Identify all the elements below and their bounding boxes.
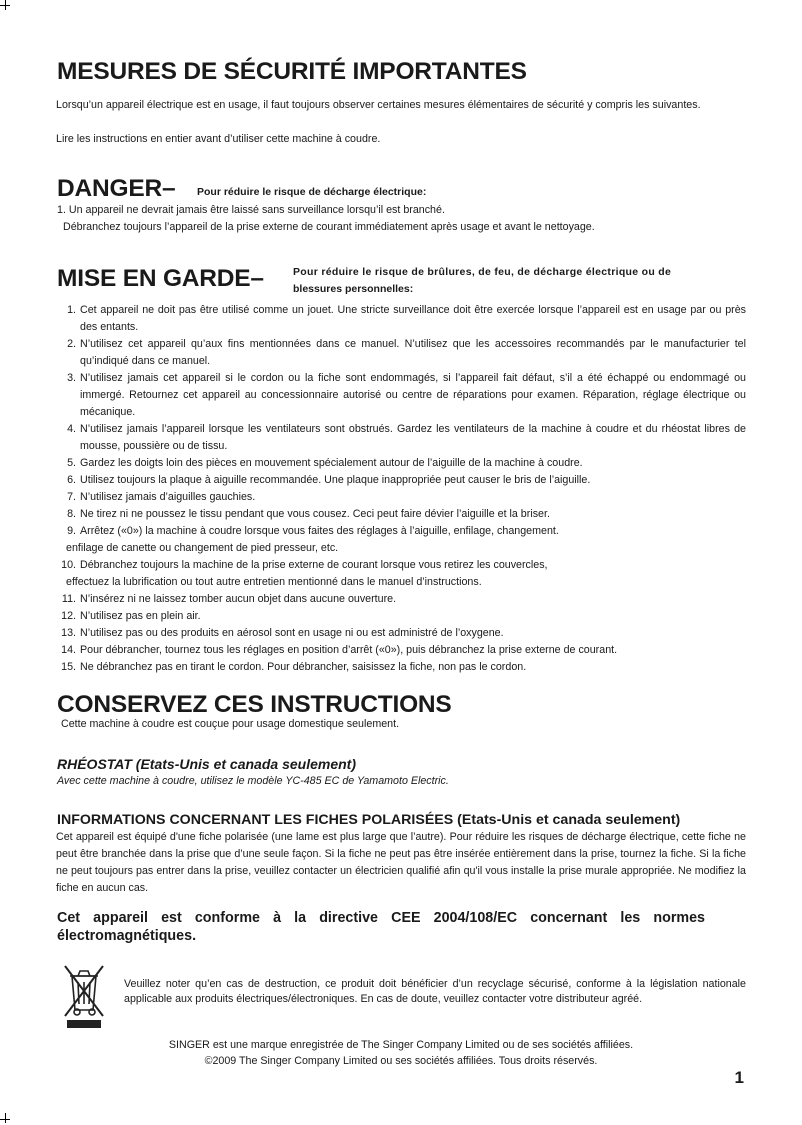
warning-list-item bbox=[56, 370, 746, 421]
crop-mark-bottom-left-v bbox=[5, 1113, 6, 1123]
warning-item-text: N’utilisez pas en plein air. bbox=[80, 610, 201, 622]
warning-item-number: 2. bbox=[67, 338, 76, 350]
danger-line-2: Débranchez toujours l’appareil de la prise externe de courant immédiatement après usage et avant le nettoyage. bbox=[63, 221, 595, 233]
warning-item-text: Débranchez toujours la machine de la prise externe de courant lorsque vous retirez les couvercles, bbox=[80, 559, 548, 571]
page-number: 1 bbox=[734, 1068, 744, 1087]
warning-list-item bbox=[56, 506, 746, 523]
warning-item-number: 14. bbox=[61, 644, 76, 656]
trademark-line: SINGER est une marque enregistrée de The Singer Company Limited ou de ses sociétés affiliées. bbox=[168, 1039, 634, 1051]
warning-item-number: 1. bbox=[67, 304, 76, 316]
warning-item-text: N’utilisez jamais cet appareil si le cordon ou la fiche sont endommagés, si l’appareil fait défaut, s’il a été échappé ou endommagé ou immergé. Retournez cet appareil au concessionnaire autorisé ou centre de réparations pour examen. Réparation, réglage électrique ou mécanique. bbox=[80, 372, 746, 418]
emc-conformity-statement: Cet appareil est conforme à la directive CEE 2004/108/EC concernant les normes électromagnétiques. bbox=[57, 910, 705, 944]
warning-item-text: N’utilisez jamais l’appareil lorsque les ventilateurs sont obstrués. Gardez les ventilateurs de la machine à coudre et du rhéostat libres de mousse, poussière ou de tissu. bbox=[80, 423, 746, 452]
danger-heading: DANGER– bbox=[57, 175, 176, 202]
warning-item-number: 7. bbox=[67, 491, 76, 503]
warning-item-number: 12. bbox=[61, 610, 76, 622]
warning-item-number: 11. bbox=[61, 593, 76, 605]
warning-item-number bbox=[42, 540, 66, 557]
warning-item-text: N’utilisez cet appareil qu’aux fins mentionnées dans ce manuel. N’utilisez que les accessoires recommandés par le manufacturier tel qu’indiqué dans ce manuel. bbox=[80, 338, 746, 367]
warning-item-text: effectuez la lubrification ou tout autre entretien mentionné dans le manuel d’instructions. bbox=[66, 576, 482, 588]
warning-item-text: Cet appareil ne doit pas être utilisé comme un jouet. Une stricte surveillance doit être exercée lorsque l’appareil est en usage par ou près des entants. bbox=[80, 304, 746, 333]
warning-list-item bbox=[56, 625, 746, 642]
warning-item-text: Pour débrancher, tournez tous les réglages en position d’arrêt («0»), puis débranchez la prise externe de courant. bbox=[80, 644, 618, 656]
warning-list-item bbox=[56, 608, 746, 625]
warning-list-item bbox=[56, 659, 746, 676]
warning-list-item bbox=[56, 472, 746, 489]
warning-item-text: N’utilisez pas ou des produits en aérosol sont en usage ni ou est administré de l’oxygene. bbox=[80, 627, 504, 639]
warning-item-number: 4. bbox=[67, 423, 76, 435]
crossed-out-wheelie-bin-icon bbox=[62, 962, 106, 1030]
keep-instructions-heading: CONSERVEZ CES INSTRUCTIONS bbox=[57, 691, 452, 718]
warning-item-text: Gardez les doigts loin des pièces en mouvement spécialement autour de l’aiguille de la machine à coudre. bbox=[80, 457, 583, 469]
warning-subtitle-line-1: Pour réduire le risque de brûlures, de feu, de décharge électrique ou de bbox=[293, 266, 672, 278]
warning-item-number: 8. bbox=[67, 508, 76, 520]
danger-line-1: 1. Un appareil ne devrait jamais être laissé sans surveillance lorsqu’il est branché. bbox=[57, 204, 445, 216]
warning-item-text: Arrêtez («0») la machine à coudre lorsque vous faites des réglages à l’aiguille, enfilage, changement. bbox=[80, 525, 559, 537]
warning-item-number: 9. bbox=[67, 525, 76, 537]
warning-list-item bbox=[56, 523, 746, 540]
warning-list-item bbox=[56, 591, 746, 608]
warning-item-number: 13. bbox=[61, 627, 76, 639]
warning-heading: MISE EN GARDE– bbox=[57, 265, 264, 292]
warning-list-item bbox=[42, 574, 746, 591]
warning-list bbox=[56, 302, 746, 676]
warning-list-item bbox=[56, 489, 746, 506]
warning-item-text: N’insérez ni ne laissez tomber aucun objet dans aucune ouverture. bbox=[80, 593, 397, 605]
warning-item-text: Ne débranchez pas en tirant le cordon. Pour débrancher, saisissez la fiche, non pas le cordon. bbox=[80, 661, 527, 673]
warning-item-number: 3. bbox=[67, 372, 76, 384]
warning-list-item bbox=[56, 421, 746, 455]
rheostat-text: Avec cette machine à coudre, utilisez le modèle YC-485 EC de Yamamoto Electric. bbox=[57, 775, 449, 787]
warning-item-text: N’utilisez jamais d’aiguilles gauchies. bbox=[80, 491, 256, 503]
intro-read-instructions: Lire les instructions en entier avant d’utiliser cette machine à coudre. bbox=[56, 133, 381, 145]
copyright-line: ©2009 The Singer Company Limited ou ses sociétés affiliées. Tous droits réservés. bbox=[204, 1055, 598, 1067]
crop-mark-top-left-v bbox=[5, 0, 6, 10]
danger-subtitle: Pour réduire le risque de décharge électrique: bbox=[197, 186, 427, 198]
warning-list-item bbox=[56, 336, 746, 370]
warning-list-item bbox=[56, 302, 746, 336]
warning-item-text: enfilage de canette ou changement de pied presseur, etc. bbox=[66, 542, 339, 554]
polarized-plug-text: Cet appareil est équipé d'une fiche polarisée (une lame est plus large que l’autre). Pour réduire les risques de décharge électrique, cette fiche ne peut être branchée dans la prise que d’une seule façon. Si la fiche ne peut pas être insérée entièrement dans la prise, tournez la fiche. Si la fiche ne peut toujours pas entrer dans la prise, veuillez contacter un électricien qualifié afin qu'il vous installe la prise murale appropriée. Ne modifiez la fiche en aucun cas. bbox=[56, 831, 746, 894]
warning-item-text: Utilisez toujours la plaque à aiguille recommandée. Une plaque inappropriée peut causer le bris de l’aiguille. bbox=[80, 474, 591, 486]
intro-paragraph: Lorsqu’un appareil électrique est en usage, il faut toujours observer certaines mesures élémentaires de sécurité y compris les suivantes. bbox=[56, 99, 701, 111]
weee-disposal-text: Veuillez noter qu’en cas de destruction, ce produit doit bénéficier d’un recyclage sécurisé, conforme à la législation nationale applicable aux produits électriques/électroniques. En cas de doute, veuillez contacter votre distributeur agréé. bbox=[124, 977, 746, 1006]
warning-item-number: 6. bbox=[67, 474, 76, 486]
warning-subtitle-line-2: blessures personnelles: bbox=[293, 283, 414, 295]
page-title: MESURES DE SÉCURITÉ IMPORTANTES bbox=[57, 58, 527, 85]
warning-item-text: Ne tirez ni ne poussez le tissu pendant que vous cousez. Ceci peut faire dévier l’aiguille et la briser. bbox=[80, 508, 550, 520]
warning-item-number: 10. bbox=[61, 559, 76, 571]
warning-list-item bbox=[56, 557, 746, 574]
warning-item-number: 5. bbox=[67, 457, 76, 469]
rheostat-title: RHÉOSTAT (Etats-Unis et canada seulement) bbox=[57, 756, 356, 772]
warning-item-number bbox=[42, 574, 66, 591]
domestic-use-note: Cette machine à coudre est couçue pour usage domestique seulement. bbox=[61, 718, 400, 730]
warning-list-item bbox=[56, 455, 746, 472]
warning-list-item bbox=[42, 540, 746, 557]
polarized-plug-title: INFORMATIONS CONCERNANT LES FICHES POLARISÉES (Etats-Unis et canada seulement) bbox=[57, 812, 681, 828]
warning-item-number: 15. bbox=[61, 661, 76, 673]
warning-list-item bbox=[56, 642, 746, 659]
